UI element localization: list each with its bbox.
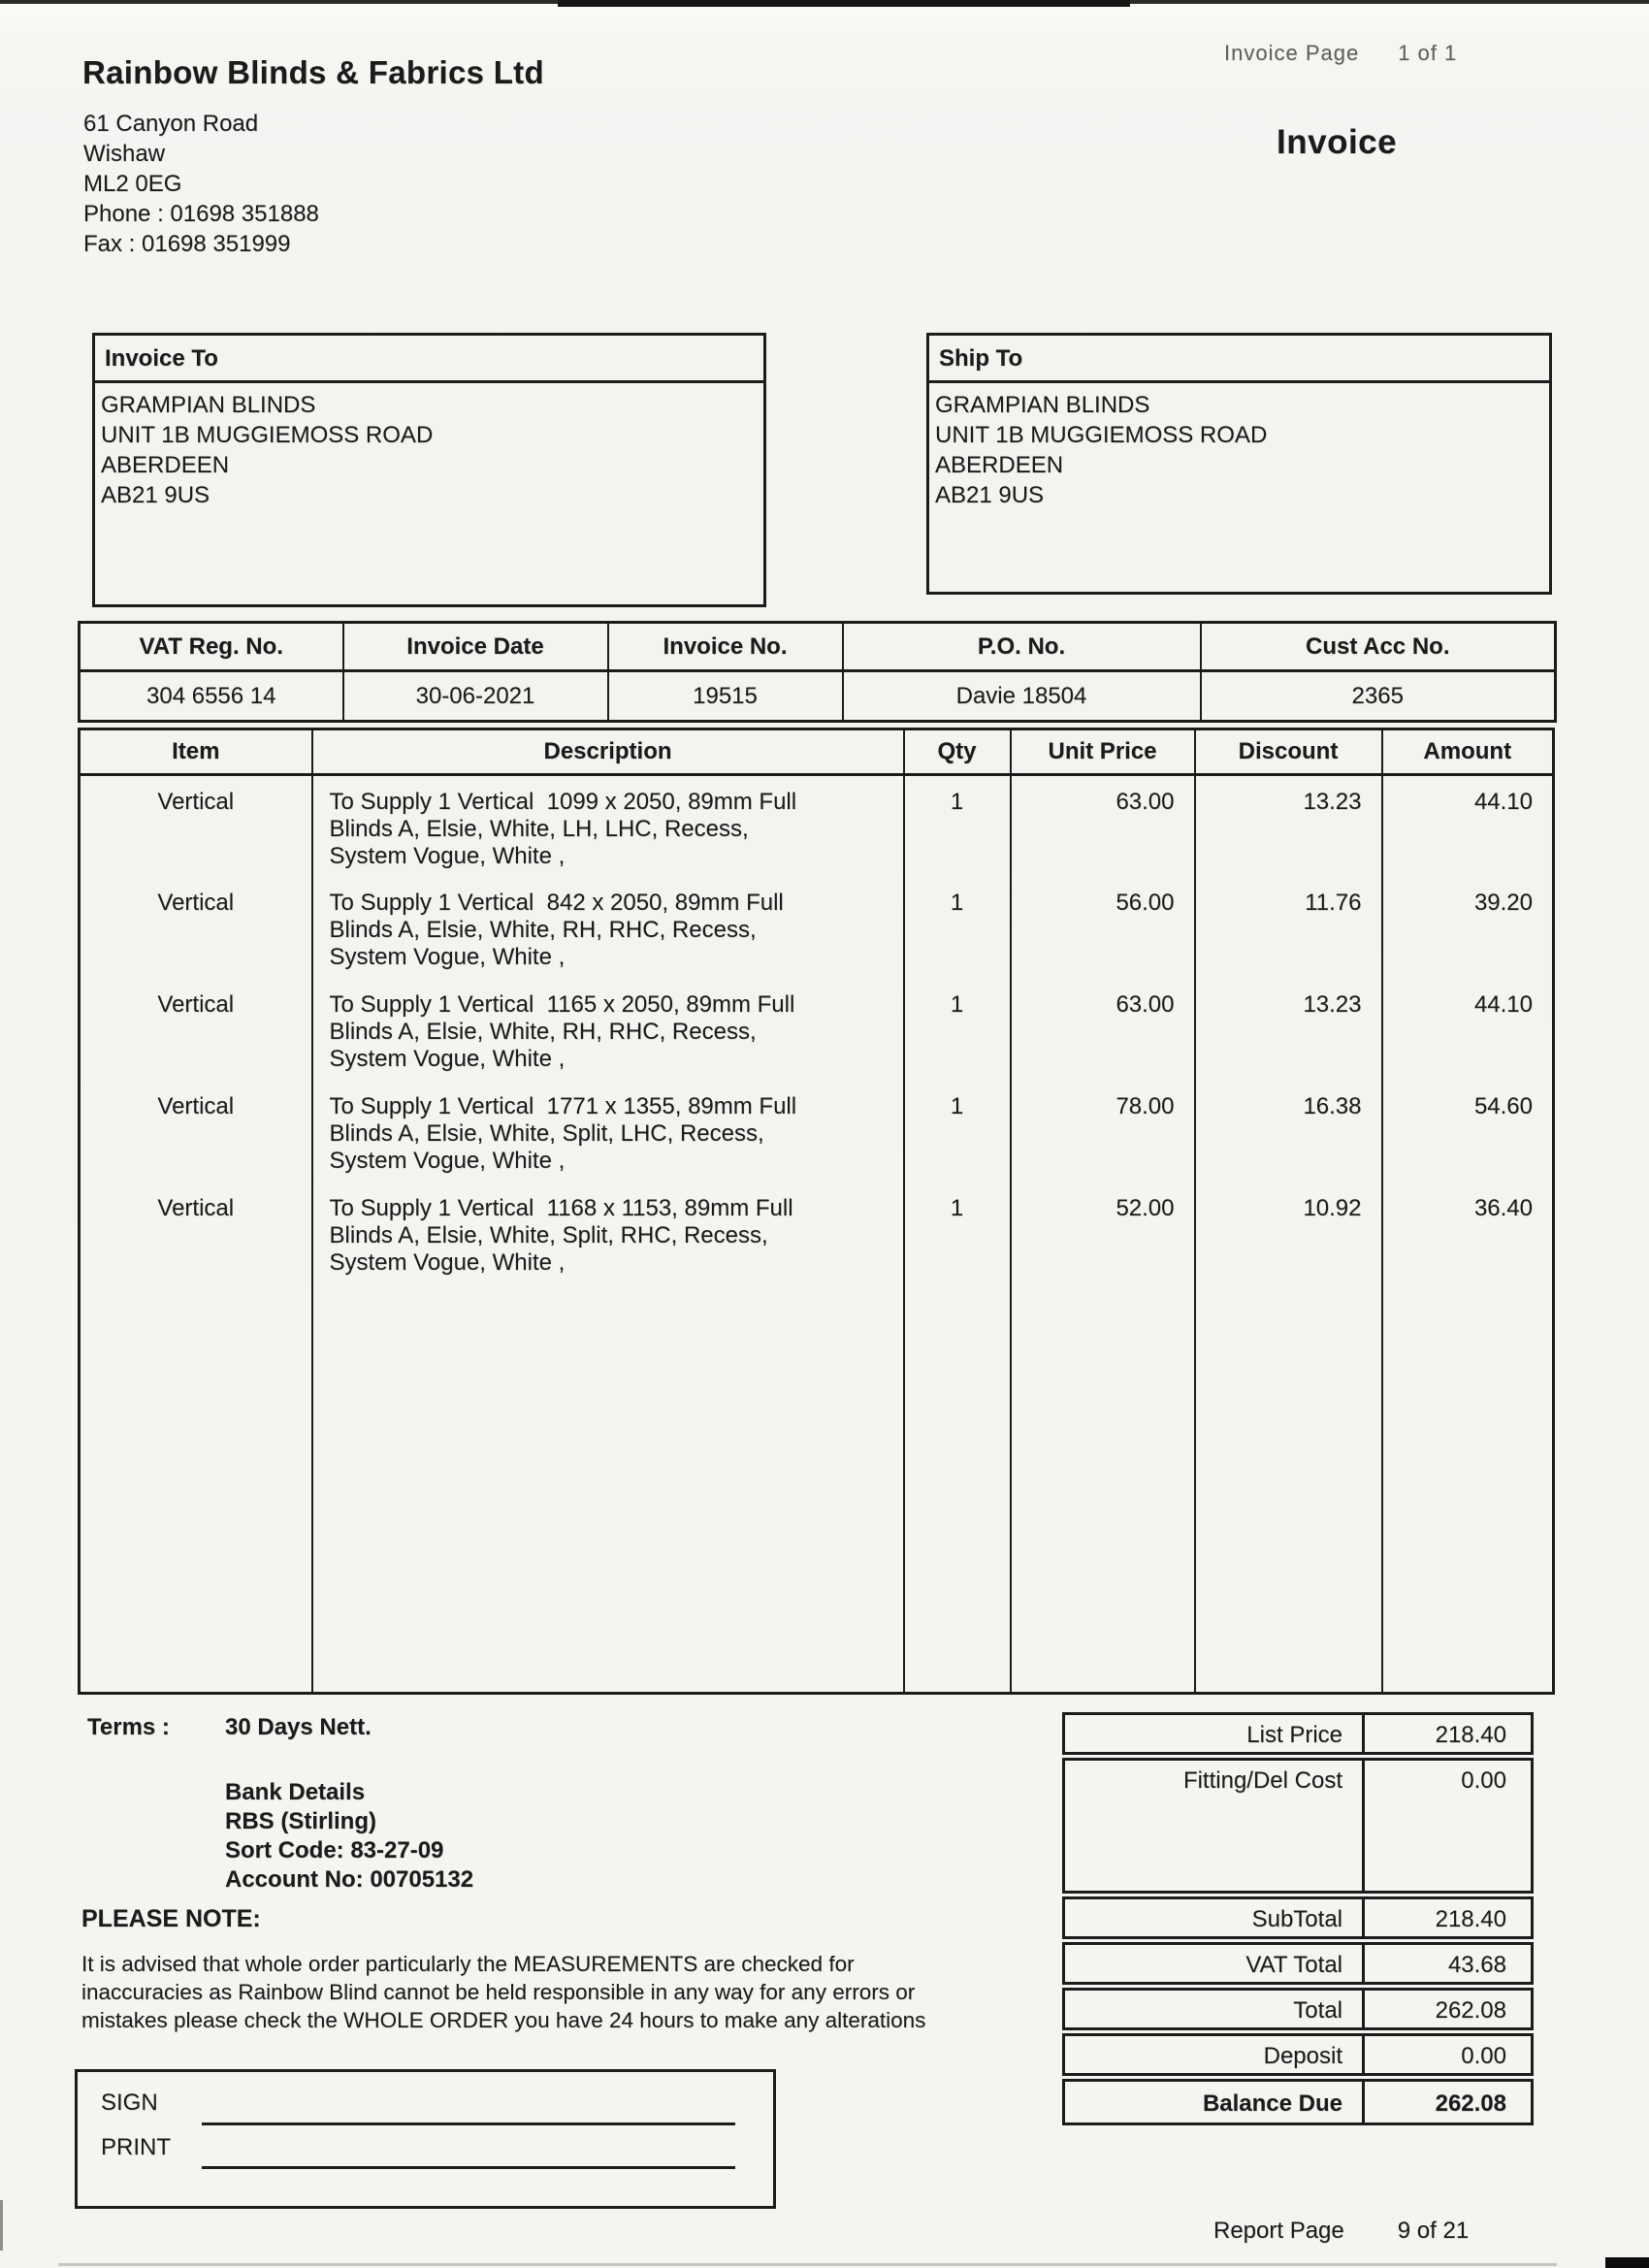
description-line: To Supply 1 Vertical 1168 x 1153, 89mm Full: [329, 1194, 793, 1221]
description-line: System Vogue, White ,: [329, 843, 566, 869]
totals-label: Total: [1293, 1997, 1342, 2024]
invoice-page-indicator: [1224, 41, 1457, 66]
vat-reg-no-value: 304 6556 14: [80, 671, 343, 722]
description-line: Blinds A, Elsie, White, LH, LHC, Recess,: [329, 816, 749, 842]
totals-row-balance-due: [1062, 2079, 1534, 2125]
description-line: To Supply 1 Vertical 842 x 2050, 89mm Full: [329, 889, 784, 916]
please-note-title: PLEASE NOTE:: [81, 1905, 261, 1932]
amount-cell: 44.10: [1382, 979, 1554, 1081]
item-row: [80, 1081, 1554, 1183]
qty-cell: 1: [904, 979, 1011, 1081]
item-type-cell: Vertical: [80, 775, 312, 877]
company-name: Rainbow Blinds & Fabrics Ltd: [82, 54, 544, 90]
items-header-unit-price: Unit Price: [1011, 729, 1195, 775]
unit-price-cell: 56.00: [1011, 877, 1195, 979]
signature-box: [75, 2069, 776, 2209]
item-type-cell: Vertical: [80, 877, 312, 979]
company-address-line: ML2 0EG: [83, 171, 182, 197]
company-address-line: 61 Canyon Road: [83, 111, 259, 137]
amount-cell: 44.10: [1382, 775, 1554, 877]
meta-header-invoice-date: Invoice Date: [343, 623, 608, 671]
description-line: To Supply 1 Vertical 1771 x 1355, 89mm Full: [329, 1092, 797, 1119]
items-header-description: Description: [312, 729, 904, 775]
amount-cell: 39.20: [1382, 877, 1554, 979]
unit-price-cell: 63.00: [1011, 979, 1195, 1081]
item-row: [80, 979, 1554, 1081]
description-cell: [312, 1183, 904, 1284]
totals-value: 43.68: [1362, 1945, 1531, 1982]
address-line: AB21 9US: [935, 482, 1045, 508]
totals-value: 262.08: [1362, 1991, 1531, 2027]
ship-to-header: Ship To: [929, 336, 1549, 383]
item-type-cell: Vertical: [80, 979, 312, 1081]
meta-header-po-no: P.O. No.: [843, 623, 1201, 671]
bank-account-no: Account No: 00705132: [225, 1866, 474, 1893]
totals-value: 0.00: [1362, 2036, 1531, 2073]
discount-cell: 10.92: [1195, 1183, 1382, 1284]
item-row: [80, 775, 1554, 877]
discount-cell: 13.23: [1195, 775, 1382, 877]
description-line: System Vogue, White ,: [329, 1248, 566, 1276]
description-line: Blinds A, Elsie, White, RH, RHC, Recess,: [329, 1018, 757, 1045]
totals-value: 218.40: [1362, 1715, 1531, 1752]
document-title: Invoice: [1277, 123, 1398, 161]
print-label: PRINT: [101, 2134, 171, 2160]
ship-to-address: [929, 383, 1549, 510]
totals-row-vat-total: [1062, 1942, 1534, 1985]
totals-row-fitting-del-cost: [1062, 1758, 1534, 1894]
items-header-item: Item: [80, 729, 312, 775]
totals-label: VAT Total: [1245, 1952, 1342, 1978]
bank-sort-code: Sort Code: 83-27-09: [225, 1837, 444, 1863]
terms-label: Terms :: [87, 1714, 170, 1740]
invoice-no-value: 19515: [608, 671, 843, 722]
sign-label: SIGN: [101, 2090, 158, 2116]
totals-box: [1062, 1712, 1534, 2128]
address-line: UNIT 1B MUGGIEMOSS ROAD: [935, 422, 1268, 448]
bank-details-title: Bank Details: [225, 1779, 366, 1805]
address-line: ABERDEEN: [935, 452, 1064, 478]
company-phone: Phone : 01698 351888: [83, 201, 319, 227]
address-line: GRAMPIAN BLINDS: [935, 392, 1150, 418]
totals-row-list-price: [1062, 1712, 1534, 1755]
totals-value: 262.08: [1362, 2082, 1531, 2122]
meta-header-vat-reg: VAT Reg. No.: [80, 623, 343, 671]
description-cell: [312, 877, 904, 979]
address-line: ABERDEEN: [101, 452, 230, 478]
description-cell: [312, 979, 904, 1081]
description-cell: [312, 775, 904, 877]
address-line: GRAMPIAN BLINDS: [101, 392, 316, 418]
description-line: Blinds A, Elsie, White, Split, RHC, Recess,: [329, 1221, 768, 1248]
qty-cell: 1: [904, 1183, 1011, 1284]
meta-header-cust-acc: Cust Acc No.: [1201, 623, 1556, 671]
invoice-date-value: 30-06-2021: [343, 671, 608, 722]
description-cell: [312, 1081, 904, 1183]
totals-label: Fitting/Del Cost: [1182, 1767, 1342, 1794]
totals-label: Deposit: [1263, 2043, 1342, 2069]
po-no-value: Davie 18504: [843, 671, 1201, 722]
totals-row-total: [1062, 1988, 1534, 2030]
unit-price-cell: 52.00: [1011, 1183, 1195, 1284]
totals-value: 0.00: [1362, 1761, 1531, 1891]
company-fax: Fax : 01698 351999: [83, 231, 291, 257]
report-page-label: Report Page: [1213, 2218, 1344, 2244]
invoice-to-address: [95, 383, 763, 510]
discount-cell: 13.23: [1195, 979, 1382, 1081]
qty-cell: 1: [904, 877, 1011, 979]
sign-line: [202, 2122, 735, 2125]
qty-cell: 1: [904, 775, 1011, 877]
address-line: AB21 9US: [101, 482, 210, 508]
totals-label: SubTotal: [1251, 1906, 1342, 1932]
description-line: To Supply 1 Vertical 1165 x 2050, 89mm Full: [329, 990, 795, 1018]
address-line: UNIT 1B MUGGIEMOSS ROAD: [101, 422, 434, 448]
report-page-indicator: [1213, 2218, 1469, 2245]
ship-to-box: [926, 333, 1552, 595]
description-line: System Vogue, White ,: [329, 1045, 566, 1072]
description-line: System Vogue, White ,: [329, 943, 566, 970]
please-note-text: It is advised that whole order particularly the MEASUREMENTS are checked for inaccuracies as Rainbow Blind cannot be held responsible in any way for any errors or mistakes please check the WHOLE ORDER you have 24 hours to make any alterations: [81, 1952, 926, 2032]
line-items-table: [78, 728, 1555, 1695]
amount-cell: 54.60: [1382, 1081, 1554, 1183]
totals-label: List Price: [1246, 1722, 1342, 1748]
print-line: [202, 2166, 735, 2169]
bank-details: [225, 1778, 473, 1895]
amount-cell: 36.40: [1382, 1183, 1554, 1284]
item-row: [80, 877, 1554, 979]
invoice-page-label: Invoice Page: [1224, 41, 1360, 65]
item-type-cell: Vertical: [80, 1183, 312, 1284]
invoice-meta-table: [78, 621, 1557, 723]
items-header-qty: Qty: [904, 729, 1011, 775]
items-filler-row: [80, 1284, 1554, 1694]
items-header-amount: Amount: [1382, 729, 1554, 775]
meta-header-invoice-no: Invoice No.: [608, 623, 843, 671]
description-line: Blinds A, Elsie, White, Split, LHC, Recess,: [329, 1119, 764, 1147]
scan-top-edge-dark: [558, 0, 1130, 7]
unit-price-cell: 63.00: [1011, 775, 1195, 877]
company-address: [83, 109, 319, 259]
items-header-discount: Discount: [1195, 729, 1382, 775]
meta-value-row: [80, 671, 1556, 722]
discount-cell: 16.38: [1195, 1081, 1382, 1183]
unit-price-cell: 78.00: [1011, 1081, 1195, 1183]
totals-label: Balance Due: [1202, 2090, 1342, 2117]
discount-cell: 11.76: [1195, 877, 1382, 979]
description-line: To Supply 1 Vertical 1099 x 2050, 89mm Full: [329, 789, 797, 815]
totals-row-deposit: [1062, 2033, 1534, 2076]
cust-acc-no-value: 2365: [1201, 671, 1556, 722]
qty-cell: 1: [904, 1081, 1011, 1183]
bank-name: RBS (Stirling): [225, 1808, 376, 1834]
terms-value: 30 Days Nett.: [225, 1714, 372, 1740]
invoice-to-header: Invoice To: [95, 336, 763, 383]
items-header-row: [80, 729, 1554, 775]
scan-left-edge: [0, 2200, 3, 2251]
item-type-cell: Vertical: [80, 1081, 312, 1183]
report-page-value: 9 of 21: [1397, 2218, 1470, 2244]
totals-value: 218.40: [1362, 1899, 1531, 1936]
scan-bottom-edge: [58, 2263, 1557, 2266]
totals-row-subtotal: [1062, 1896, 1534, 1939]
description-line: Blinds A, Elsie, White, RH, RHC, Recess,: [329, 916, 757, 943]
invoice-to-box: [92, 333, 766, 607]
description-line: System Vogue, White ,: [329, 1147, 566, 1174]
invoice-page-value: 1 of 1: [1398, 41, 1458, 65]
scan-corner-mark: [1605, 2257, 1649, 2268]
item-row: [80, 1183, 1554, 1284]
meta-header-row: [80, 623, 1556, 671]
company-address-line: Wishaw: [83, 141, 166, 167]
